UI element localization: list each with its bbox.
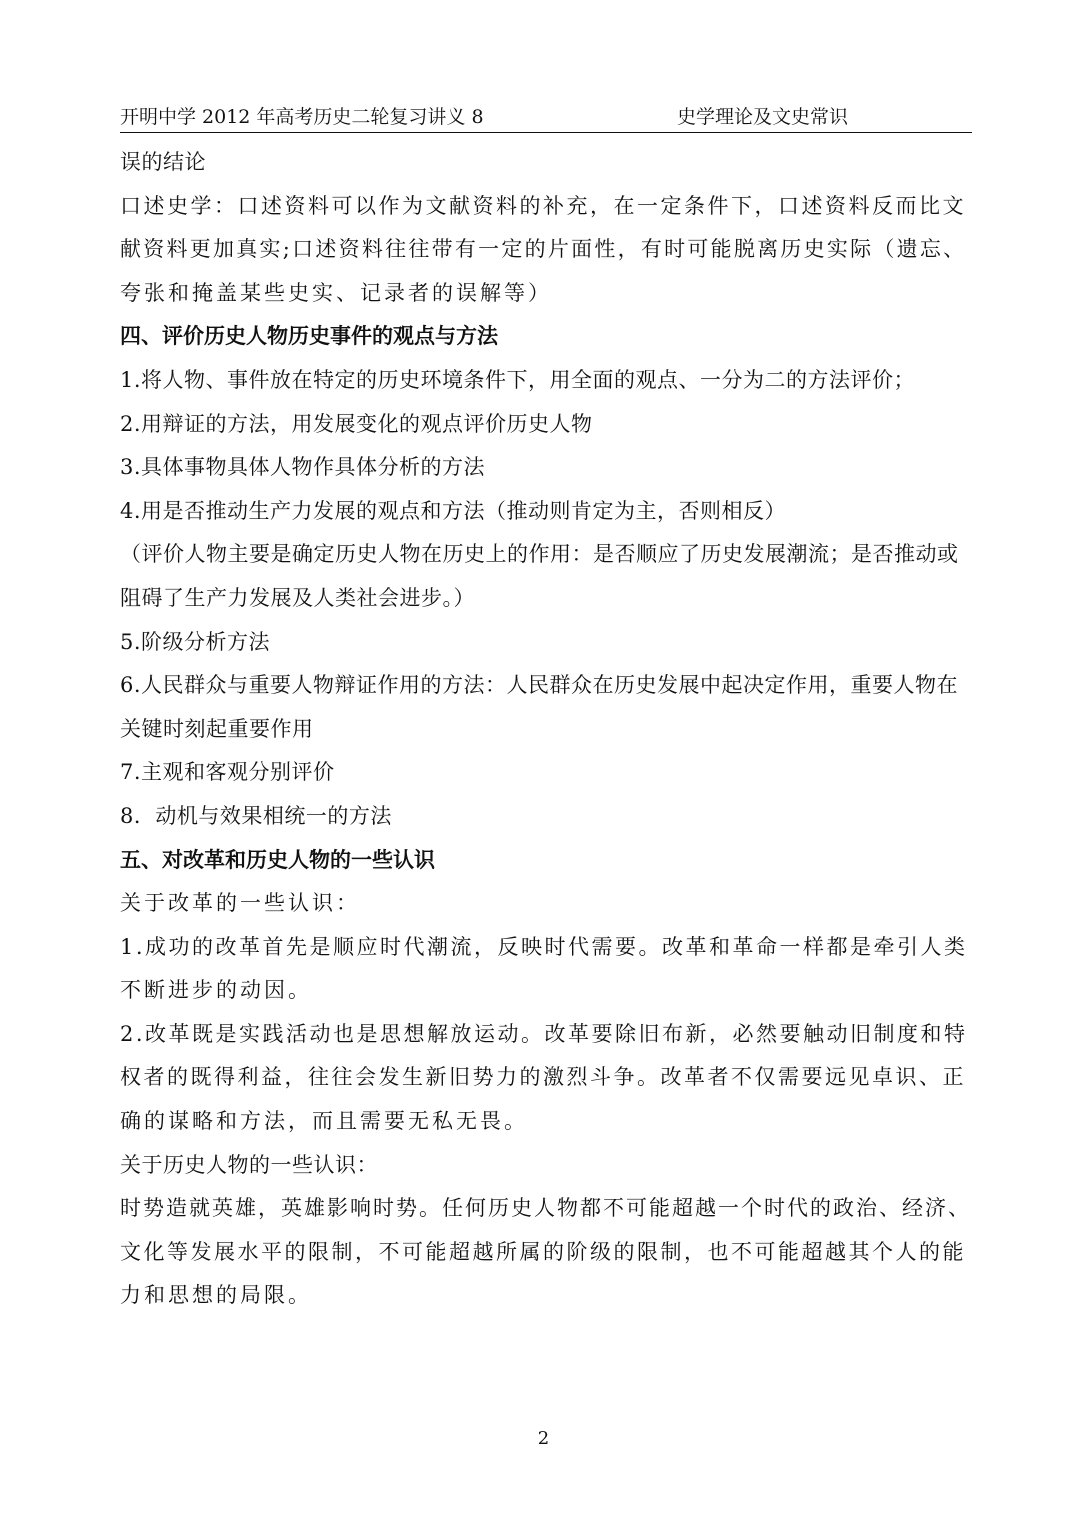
list-item: 4.用是否推动生产力发展的观点和方法（推动则肯定为主，否则相反） [120, 498, 787, 523]
list-item: 1.将人物、事件放在特定的历史环境条件下，用全面的观点、一分为二的方法评价； [120, 367, 916, 392]
body-text [120, 141, 972, 1318]
subheading: 关于历史人物的一些认识： [120, 1152, 378, 1177]
text-line: 误的结论 [120, 150, 206, 174]
text-line: （评价人物主要是确定历史人物在历史上的作用：是否顺应了历史发展潮流；是否推动或 [120, 542, 959, 567]
header-subject: 史学理论及文史常识 [677, 106, 849, 128]
text-line: 确的谋略和方法，而且需要无私无畏。 [120, 1109, 528, 1134]
list-item: 7.主观和客观分别评价 [120, 760, 335, 785]
section-heading: 五、对改革和历史人物的一些认识 [120, 847, 435, 872]
text-line: 阻碍了生产力发展及人类社会进步。） [120, 585, 475, 610]
text-line: 献资料更加真实;口述资料往往带有一定的片面性，有时可能脱离历史实际（遗忘、 [120, 237, 967, 262]
text-line: 力和思想的局限。 [120, 1283, 312, 1308]
page-number: 2 [537, 1428, 550, 1449]
list-item: 8．动机与效果相统一的方法 [120, 803, 392, 828]
text-line: 时势造就英雄，英雄影响时势。任何历史人物都不可能超越一个时代的政治、经济、 [120, 1196, 971, 1221]
text-line: 不断进步的动因。 [120, 978, 312, 1003]
text-line: 夸张和掩盖某些史实、记录者的误解等） [120, 280, 552, 305]
subheading: 关于改革的一些认识： [120, 891, 360, 916]
list-item: 1.成功的改革首先是顺应时代潮流，反映时代需要。改革和革命一样都是牵引人类 [120, 934, 968, 959]
list-item: 2.改革既是实践活动也是思想解放运动。改革要除旧布新，必然要触动旧制度和特 [120, 1021, 968, 1046]
page-header [120, 104, 972, 133]
text-line: 权者的既得利益，往往会发生新旧势力的激烈斗争。改革者不仅需要远见卓识、正 [120, 1065, 966, 1090]
header-title: 开明中学 2012 年高考历史二轮复习讲义 8 [120, 106, 484, 128]
text-line: 文化等发展水平的限制，不可能超越所属的阶级的限制，也不可能超越其个人的能 [120, 1239, 966, 1264]
section-heading: 四、评价历史人物历史事件的观点与方法 [120, 324, 498, 349]
list-item: 3.具体事物具体人物作具体分析的方法 [120, 455, 486, 480]
list-item: 2.用辩证的方法，用发展变化的观点评价历史人物 [120, 411, 593, 436]
text-line: 口述史学：口述资料可以作为文献资料的补充，在一定条件下，口述资料反而比文 [120, 193, 966, 218]
list-item: 6.人民群众与重要人物辩证作用的方法：人民群众在历史发展中起决定作用，重要人物在 [120, 673, 959, 698]
list-item: 5.阶级分析方法 [120, 629, 271, 654]
text-line: 关键时刻起重要作用 [120, 716, 314, 741]
